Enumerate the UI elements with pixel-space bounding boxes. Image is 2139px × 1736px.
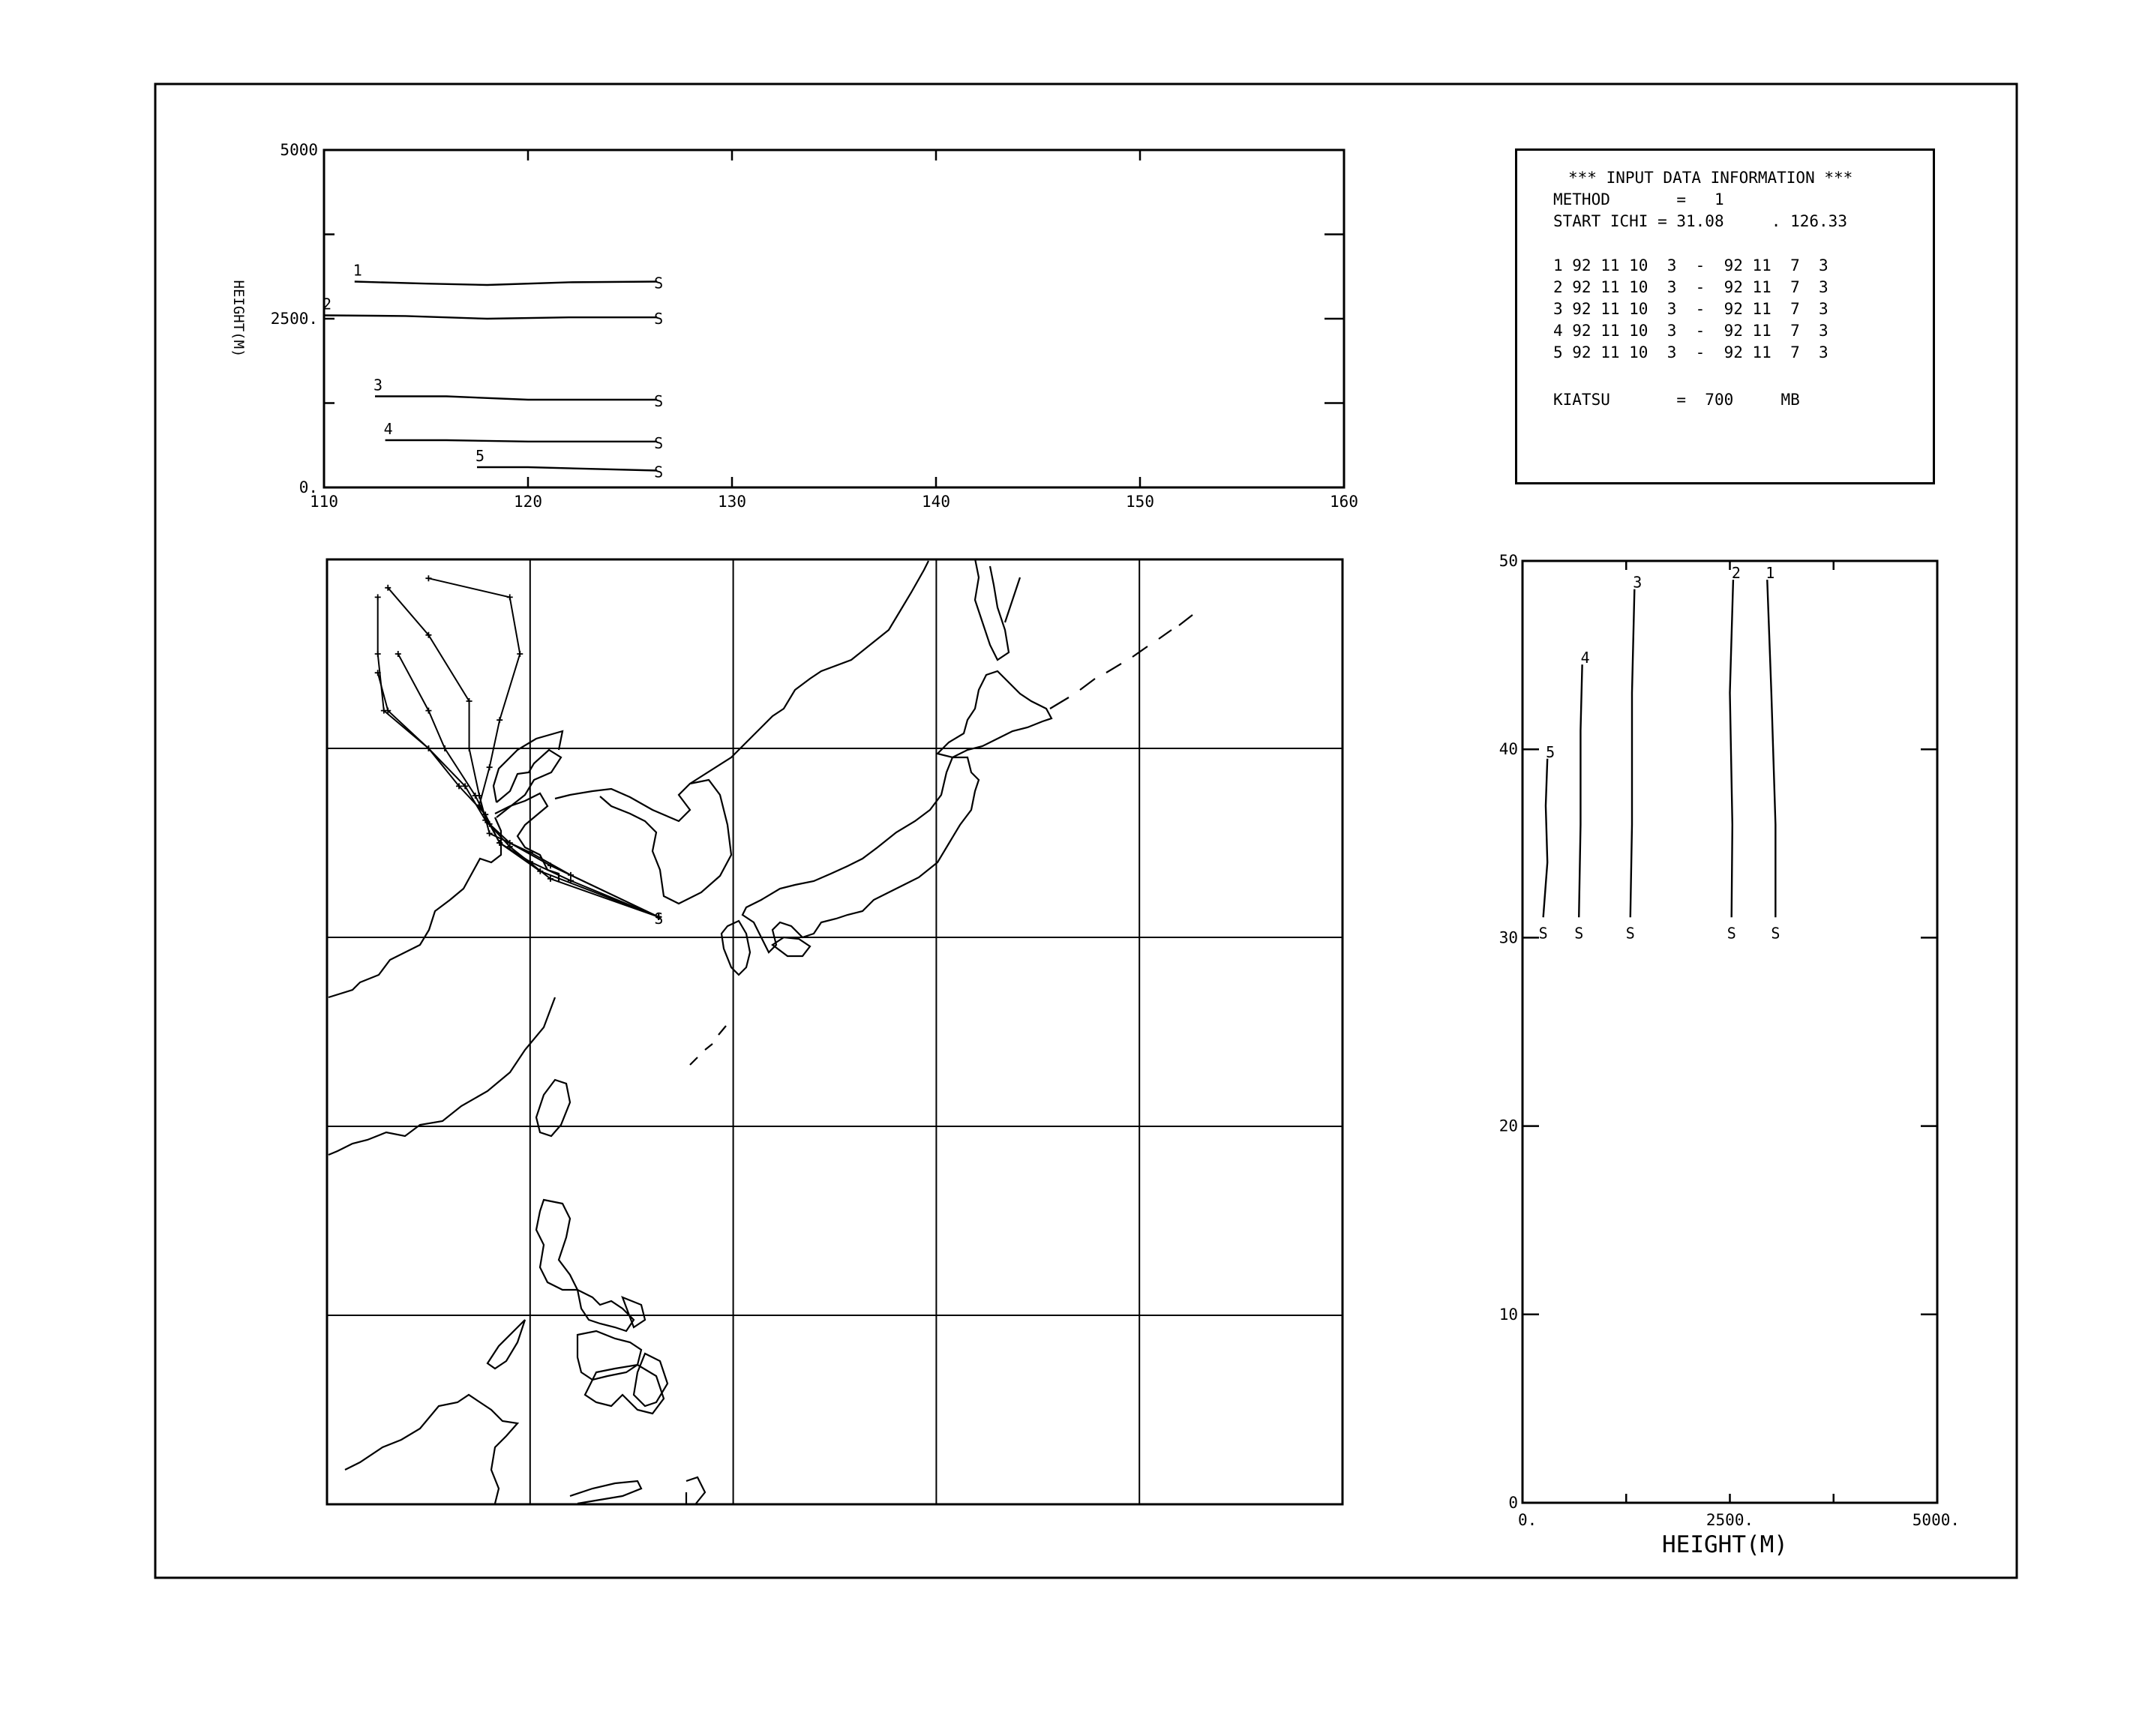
trajectory-point — [507, 594, 513, 600]
coastline-china-north — [328, 750, 561, 997]
input-data-info-box — [1515, 148, 1935, 484]
trajectory-row: 3 92 11 10 3 - 92 11 7 3 — [1553, 300, 1828, 318]
y-tick-label: 0. — [298, 478, 318, 496]
y-tick-label: 5000 — [280, 141, 318, 159]
start-label: START ICHI — [1553, 212, 1648, 230]
series-line-5 — [477, 467, 657, 471]
kiatsu-unit: MB — [1780, 391, 1800, 409]
coastline-taiwan — [536, 1080, 570, 1136]
series-line-1 — [1767, 580, 1775, 917]
coastline-south-china — [328, 997, 555, 1155]
start-marker: S — [1625, 924, 1635, 943]
height-longitude-series — [322, 262, 663, 481]
x-tick-label: 110 — [310, 493, 338, 511]
series-line-4 — [1579, 664, 1582, 917]
kiatsu-label: KIATSU — [1553, 391, 1610, 409]
map-grid — [327, 559, 1342, 1504]
start-marker: S — [1771, 924, 1780, 943]
y-tick-label: 0 — [1508, 1494, 1518, 1512]
coastline-borneo — [345, 1395, 518, 1504]
series-label-5: 5 — [476, 447, 485, 465]
trajectory-point — [517, 651, 523, 657]
coastline-halmahera — [686, 1477, 705, 1504]
coastline-manchuria — [690, 561, 928, 784]
trajectory-point — [466, 745, 472, 751]
map-coastlines — [328, 559, 1192, 1504]
height-longitude-y-label: HEIGHT(M) — [230, 280, 247, 358]
method-row: METHOD = 1 — [1553, 190, 1724, 208]
coastline-shikoku — [772, 937, 810, 956]
trajectory-row: 4 92 11 10 3 - 92 11 7 3 — [1553, 322, 1828, 340]
series-label-5: 5 — [1546, 742, 1556, 761]
x-tick-label: 130 — [718, 493, 746, 511]
x-tick-label: 140 — [922, 493, 950, 511]
coastline-palawan — [488, 1320, 525, 1369]
trajectory-point — [375, 651, 381, 657]
series-line-2 — [324, 316, 657, 319]
map-frame — [327, 559, 1342, 1504]
method-value: 1 — [1714, 190, 1724, 208]
series-line-4 — [386, 440, 658, 442]
y-tick-label: 20 — [1498, 1117, 1518, 1135]
trajectory-point — [375, 594, 381, 600]
series-label-1: 1 — [1766, 564, 1775, 583]
series-label-3: 3 — [1633, 573, 1642, 592]
coastline-bohai — [494, 731, 562, 802]
start-marker: S — [1538, 924, 1548, 943]
x-tick-label: 150 — [1126, 493, 1154, 511]
trajectory-list — [1553, 255, 1918, 364]
x-tick-label: 2500. — [1706, 1511, 1754, 1529]
y-tick-label: 40 — [1498, 740, 1518, 759]
latitude-height-series — [1539, 564, 1780, 942]
start-marker: S — [654, 274, 664, 292]
x-tick-label: 120 — [514, 493, 542, 511]
method-label: METHOD — [1553, 190, 1610, 208]
start-marker: S — [654, 433, 664, 452]
kiatsu-value: 700 — [1705, 391, 1734, 409]
trajectory-point — [487, 830, 493, 836]
coastline-ryukyu — [690, 1026, 726, 1065]
kiatsu-row: KIATSU = 700 MB — [1553, 391, 1800, 409]
y-tick-label: 30 — [1498, 928, 1518, 947]
y-tick-label: 2500. — [270, 310, 318, 328]
trajectory-line-4 — [378, 673, 659, 917]
start-marker: S — [1726, 924, 1736, 943]
trajectory-row: 1 92 11 10 3 - 92 11 7 3 — [1553, 256, 1828, 274]
start-marker: S — [654, 909, 664, 928]
series-label-4: 4 — [1580, 649, 1590, 667]
coastline-kyushu — [722, 921, 750, 975]
trajectory-point — [395, 651, 401, 657]
series-line-3 — [1630, 589, 1635, 918]
start-row: START ICHI = 31.08 . 126.33 — [1553, 212, 1847, 230]
latitude-height-x-label: HEIGHT(M) — [1662, 1531, 1788, 1558]
trajectory-point — [425, 708, 431, 714]
coastline-sulawesi — [570, 1481, 641, 1504]
series-line-1 — [355, 282, 657, 286]
map-trajectories — [375, 575, 664, 928]
start-marker: S — [654, 463, 664, 481]
coastline-sakhalin — [975, 559, 1020, 660]
latitude-height-panel — [1499, 552, 1960, 1558]
series-label-1: 1 — [352, 261, 362, 280]
start-lat: 31.08 — [1676, 212, 1724, 230]
coastline-kurils — [1050, 615, 1192, 709]
series-line-2 — [1730, 580, 1733, 917]
start-marker: S — [654, 392, 664, 410]
trajectory-point — [425, 575, 431, 581]
x-tick-label: 160 — [1330, 493, 1358, 511]
trajectory-row: 5 92 11 10 3 - 92 11 7 3 — [1553, 343, 1828, 361]
height-longitude-panel — [230, 141, 1358, 511]
start-marker: S — [1574, 924, 1584, 943]
trajectory-row: 2 92 11 10 3 - 92 11 7 3 — [1553, 278, 1828, 296]
trajectory-line-1 — [428, 578, 658, 917]
y-tick-label: 50 — [1498, 552, 1518, 570]
coastline-hokkaido — [938, 671, 1052, 757]
start-lon: 126.33 — [1790, 212, 1847, 230]
coastline-luzon — [536, 1200, 578, 1290]
x-tick-label: 5000. — [1912, 1511, 1960, 1529]
series-label-2: 2 — [1731, 564, 1741, 583]
series-label-2: 2 — [322, 295, 332, 313]
coastline-honshu — [742, 757, 979, 952]
trajectory-map-panel — [327, 559, 1342, 1504]
y-tick-label: 10 — [1498, 1305, 1518, 1324]
x-tick-label: 0. — [1518, 1511, 1538, 1529]
series-label-3: 3 — [374, 376, 383, 394]
trajectory-point — [548, 862, 554, 868]
series-line-3 — [375, 397, 657, 400]
info-header: *** INPUT DATA INFORMATION *** — [1568, 169, 1853, 187]
series-label-4: 4 — [383, 420, 393, 438]
coastline-visayas — [578, 1290, 645, 1331]
series-line-5 — [1544, 759, 1548, 918]
trajectory-point — [487, 764, 493, 770]
trajectory-point — [496, 717, 502, 723]
trajectory-line-3 — [398, 654, 658, 917]
height-longitude-ticks — [271, 141, 1358, 511]
start-marker: S — [654, 310, 664, 328]
